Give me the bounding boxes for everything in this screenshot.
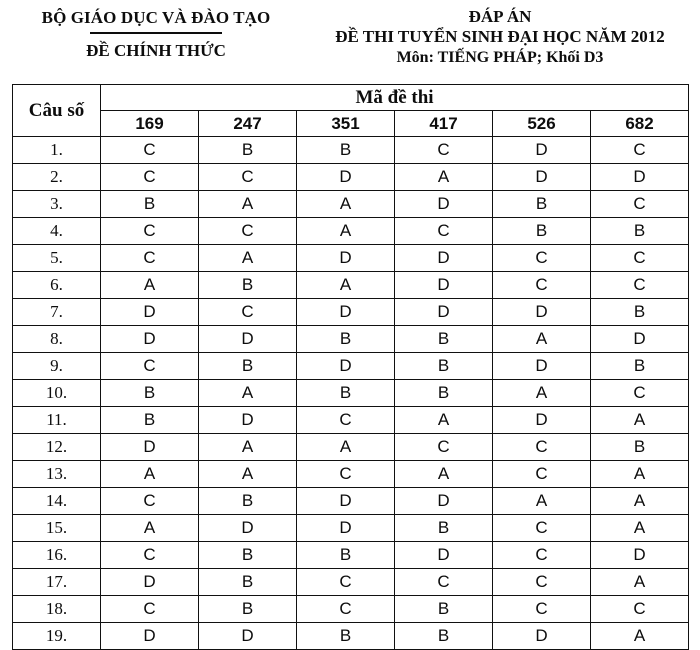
answer-cell: B [591,353,689,380]
exam-code-header-351: 351 [297,111,395,137]
answer-cell: C [101,245,199,272]
question-number-cell: 7. [13,299,101,326]
answer-cell: D [199,515,297,542]
answer-cell: C [101,137,199,164]
answer-cell: D [199,326,297,353]
answer-cell: A [101,461,199,488]
question-number-cell: 10. [13,380,101,407]
question-number-cell: 5. [13,245,101,272]
answer-cell: C [199,218,297,245]
table-row [13,353,689,380]
answers-table [12,84,689,650]
answer-cell: B [395,623,493,650]
question-number-cell: 12. [13,434,101,461]
answer-cell: A [199,245,297,272]
answer-cell: C [591,191,689,218]
answer-cell: C [395,569,493,596]
answer-cell: A [591,515,689,542]
answer-cell: C [493,272,591,299]
table-row [13,245,689,272]
answer-cell: B [395,353,493,380]
answer-cell: B [297,137,395,164]
question-number-cell: 1. [13,137,101,164]
answer-cell: C [297,407,395,434]
question-number-cell: 3. [13,191,101,218]
answer-cell: B [591,434,689,461]
answer-cell: C [395,137,493,164]
table-row [13,542,689,569]
answer-cell: A [101,272,199,299]
table-row [13,380,689,407]
answer-cell: C [199,164,297,191]
answer-cell: C [101,542,199,569]
answer-cell: B [199,542,297,569]
exam-code-header-417: 417 [395,111,493,137]
question-number-cell: 16. [13,542,101,569]
table-row [13,272,689,299]
question-number-cell: 17. [13,569,101,596]
answer-cell: C [493,542,591,569]
answer-cell: B [395,515,493,542]
table-row [13,461,689,488]
answer-cell: A [297,434,395,461]
answer-cell: A [297,218,395,245]
table-row [13,164,689,191]
answer-cell: C [493,596,591,623]
answer-cell: D [101,434,199,461]
answer-cell: C [591,596,689,623]
question-number-cell: 13. [13,461,101,488]
answer-cell: B [199,488,297,515]
answer-cell: C [493,245,591,272]
answer-cell: C [395,434,493,461]
answer-cell: B [199,353,297,380]
answer-cell: D [199,407,297,434]
answer-cell: A [199,191,297,218]
answer-cell: B [199,272,297,299]
answer-cell: D [395,299,493,326]
question-number-cell: 2. [13,164,101,191]
answer-cell: C [297,569,395,596]
table-row [13,407,689,434]
answer-cell: B [395,326,493,353]
table-row [13,434,689,461]
answer-cell: D [297,164,395,191]
answer-cell: A [493,488,591,515]
exam-code-group-header: Mã đề thi [101,85,689,111]
answer-cell: D [591,164,689,191]
answer-cell: D [493,299,591,326]
answer-cell: C [101,488,199,515]
answer-cell: A [199,461,297,488]
answer-cell: A [395,407,493,434]
question-number-cell: 6. [13,272,101,299]
question-number-cell: 15. [13,515,101,542]
answer-cell: A [395,461,493,488]
answer-cell: D [591,542,689,569]
answer-cell: B [493,191,591,218]
answer-cell: D [395,245,493,272]
answer-cell: C [101,164,199,191]
answer-cell: C [493,515,591,542]
question-number-cell: 9. [13,353,101,380]
answer-cell: D [101,326,199,353]
answer-cell: A [395,164,493,191]
answer-cell: B [297,542,395,569]
answer-cell: D [101,569,199,596]
answer-cell: B [199,596,297,623]
header-divider-rule [90,32,222,34]
answer-cell: C [199,299,297,326]
answer-cell: C [297,461,395,488]
answer-cell: A [297,272,395,299]
table-head-row-group [13,85,689,111]
answer-cell: D [297,245,395,272]
answer-cell: B [591,299,689,326]
answer-cell: D [101,623,199,650]
answer-cell: C [493,569,591,596]
exam-code-header-247: 247 [199,111,297,137]
answer-cell: D [101,299,199,326]
question-number-cell: 19. [13,623,101,650]
answer-cell: B [297,380,395,407]
answer-cell: A [591,623,689,650]
answer-cell: D [395,272,493,299]
answer-cell: B [591,218,689,245]
answer-cell: B [101,407,199,434]
header-left-block [6,6,306,60]
table-row [13,299,689,326]
question-number-cell: 18. [13,596,101,623]
answer-cell: B [395,380,493,407]
answer-cell: D [493,137,591,164]
answer-cell: A [101,515,199,542]
answer-cell: B [493,218,591,245]
answer-cell: C [591,137,689,164]
answer-cell: A [493,326,591,353]
answer-cell: C [591,272,689,299]
answer-cell: A [591,407,689,434]
answer-cell: D [395,488,493,515]
answer-key-title: ĐÁP ÁN [468,7,532,26]
answer-cell: C [493,461,591,488]
answer-cell: D [591,326,689,353]
answer-cell: C [101,596,199,623]
answer-cell: A [493,380,591,407]
question-number-cell: 8. [13,326,101,353]
answer-cell: B [297,326,395,353]
table-row [13,596,689,623]
answer-cell: B [199,569,297,596]
table-row [13,569,689,596]
answer-cell: B [101,191,199,218]
table-row [13,326,689,353]
answer-cell: A [591,569,689,596]
answer-cell: D [493,353,591,380]
table-row [13,515,689,542]
answer-cell: A [199,434,297,461]
document-header [0,0,700,84]
answer-cell: A [591,461,689,488]
answer-cell: B [395,596,493,623]
table-row [13,191,689,218]
answer-cell: C [493,434,591,461]
answer-cell: B [101,380,199,407]
table-row [13,488,689,515]
answer-cell: C [591,245,689,272]
answer-cell: A [199,380,297,407]
header-right-block [306,6,694,67]
answer-cell: D [297,515,395,542]
table-body [13,137,689,650]
subject-line: Môn: TIẾNG PHÁP; Khối D3 [396,48,604,66]
question-number-header: Câu số [13,85,101,137]
question-number-cell: 11. [13,407,101,434]
answer-cell: C [297,596,395,623]
answer-cell: D [395,191,493,218]
official-exam-label: ĐỀ CHÍNH THỨC [86,41,226,61]
table-row [13,137,689,164]
table-head [13,85,689,137]
question-number-cell: 14. [13,488,101,515]
answer-cell: A [591,488,689,515]
answer-cell: B [297,623,395,650]
answer-cell: C [101,353,199,380]
answers-table-wrap [0,84,700,650]
answer-cell: D [493,164,591,191]
answer-cell: C [101,218,199,245]
exam-code-header-682: 682 [591,111,689,137]
ministry-name: BỘ GIÁO DỤC VÀ ĐÀO TẠO [41,8,271,27]
answer-cell: D [297,299,395,326]
answer-cell: D [199,623,297,650]
exam-title: ĐỀ THI TUYỂN SINH ĐẠI HỌC NĂM 2012 [335,27,665,47]
answer-cell: D [395,542,493,569]
answer-cell: D [493,623,591,650]
answer-cell: C [395,218,493,245]
answer-cell: C [591,380,689,407]
table-row [13,623,689,650]
answer-cell: D [297,353,395,380]
table-head-row-codes [13,111,689,137]
answer-cell: D [493,407,591,434]
question-number-cell: 4. [13,218,101,245]
exam-code-header-526: 526 [493,111,591,137]
exam-code-header-169: 169 [101,111,199,137]
table-row [13,218,689,245]
answer-cell: D [297,488,395,515]
answer-cell: B [199,137,297,164]
answer-cell: A [297,191,395,218]
